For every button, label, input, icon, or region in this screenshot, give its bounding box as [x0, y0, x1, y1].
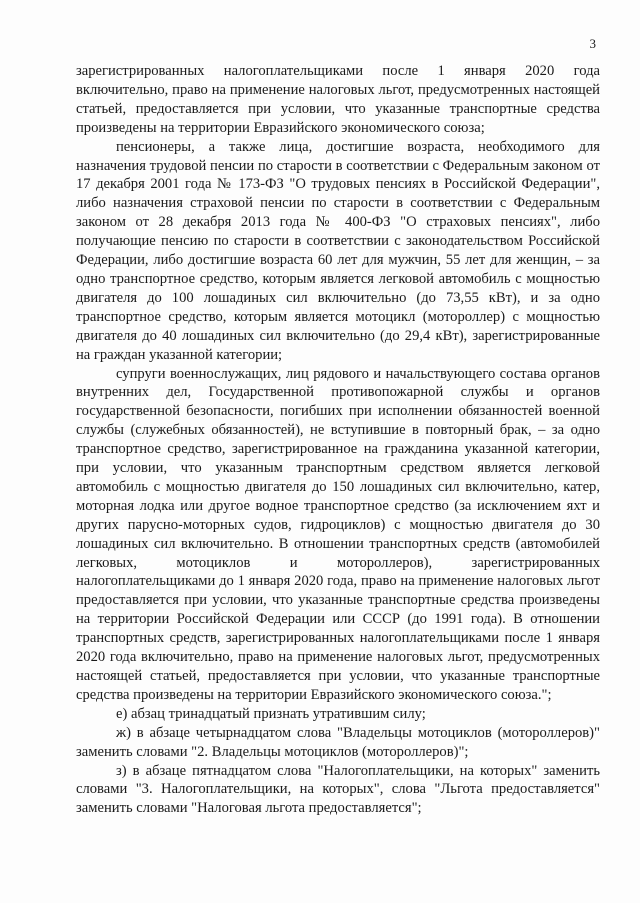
paragraph-item-e: е) абзац тринадцатый признать утратившим силу; [116, 705, 426, 722]
paragraph-spouses-of-servicemen: супруги военнослужащих, лиц рядового и начальствующего состава органов внутренних дел, Государственной противопожарной службы и органов государственной безопасности, погибших при исполнении обязанностей военной службы (служебных обязанностей), не вступившие в повторный брак, – за одно транспортное средство, зарегистрированное на гражданина указанной категории, при условии, что указанным транспортным средством является легковой автомобиль с мощностью двигателя до 150 лошадиных сил включительно, катер, моторная лодка или другое водное транспортное средство (за исключением яхт и других парусно-моторных судов, гидроциклов) с мощностью двигателя до 30 лошадиных сил включительно. В отношении транспортных средств (автомобилей легковых, мотоциклов и мотороллеров), зарегистрированных налогоплательщиками до 1 января 2020 года, право на применение налоговых льгот предоставляется при условии, что указанные транспортные средства произведены на территории Российской Федерации или СССР (до 1991 года). В отношении транспортных средств, зарегистрированных налогоплательщиками после 1 января 2020 года включительно, право на применение налоговых льгот, предусмотренных настоящей статьей, предоставляется при условии, что указанные транспортные средства произведены на территории Евразийского экономического союза."; [76, 365, 600, 703]
page-number: 3 [589, 36, 596, 51]
paragraph-item-z: з) в абзаце пятнадцатом слова "Налогоплательщики, на которых" заменить словами "3. Налогоплательщики, на которых", слова "Льгота предоставляется" заменить словами "Налоговая льгота предоставляется"; [76, 762, 600, 817]
document-body [76, 62, 600, 818]
paragraph-registration-after-2020: зарегистрированных налогоплательщиками после 1 января 2020 года включительно, право на применение налоговых льгот, предусмотренных настоящей статьей, предоставляется при условии, что указанные транспортные средства произведены на территории Евразийского экономического союза; [76, 63, 600, 136]
paragraph-item-zh: ж) в абзаце четырнадцатом слова "Владельцы мотоциклов (мотороллеров)" заменить словами "2. Владельцы мотоциклов (мотороллеров)"; [76, 724, 600, 760]
paragraph-pensioners: пенсионеры, а также лица, достигшие возраста, необходимого для назначения трудовой пенсии по старости в соответствии с Федеральным законом от 17 декабря 2001 года № 173-ФЗ "О трудовых пенсиях в Российской Федерации", либо назначения страховой пенсии по старости в соответствии с Федеральным законом от 28 декабря 2013 года № 400-ФЗ "О страховых пенсиях", либо получающие пенсию по старости в соответствии с законодательством Российской Федерации, либо достигшие возраста 60 лет для мужчин, 55 лет для женщин, – за одно транспортное средство, которым является легковой автомобиль с мощностью двигателя до 100 лошадиных сил включительно (до 73,55 кВт), и за одно транспортное средство, которым является мотоцикл (мотороллер) с мощностью двигателя до 40 лошадиных сил включительно (до 29,4 кВт), зарегистрированные на граждан указанной категории; [76, 138, 600, 363]
